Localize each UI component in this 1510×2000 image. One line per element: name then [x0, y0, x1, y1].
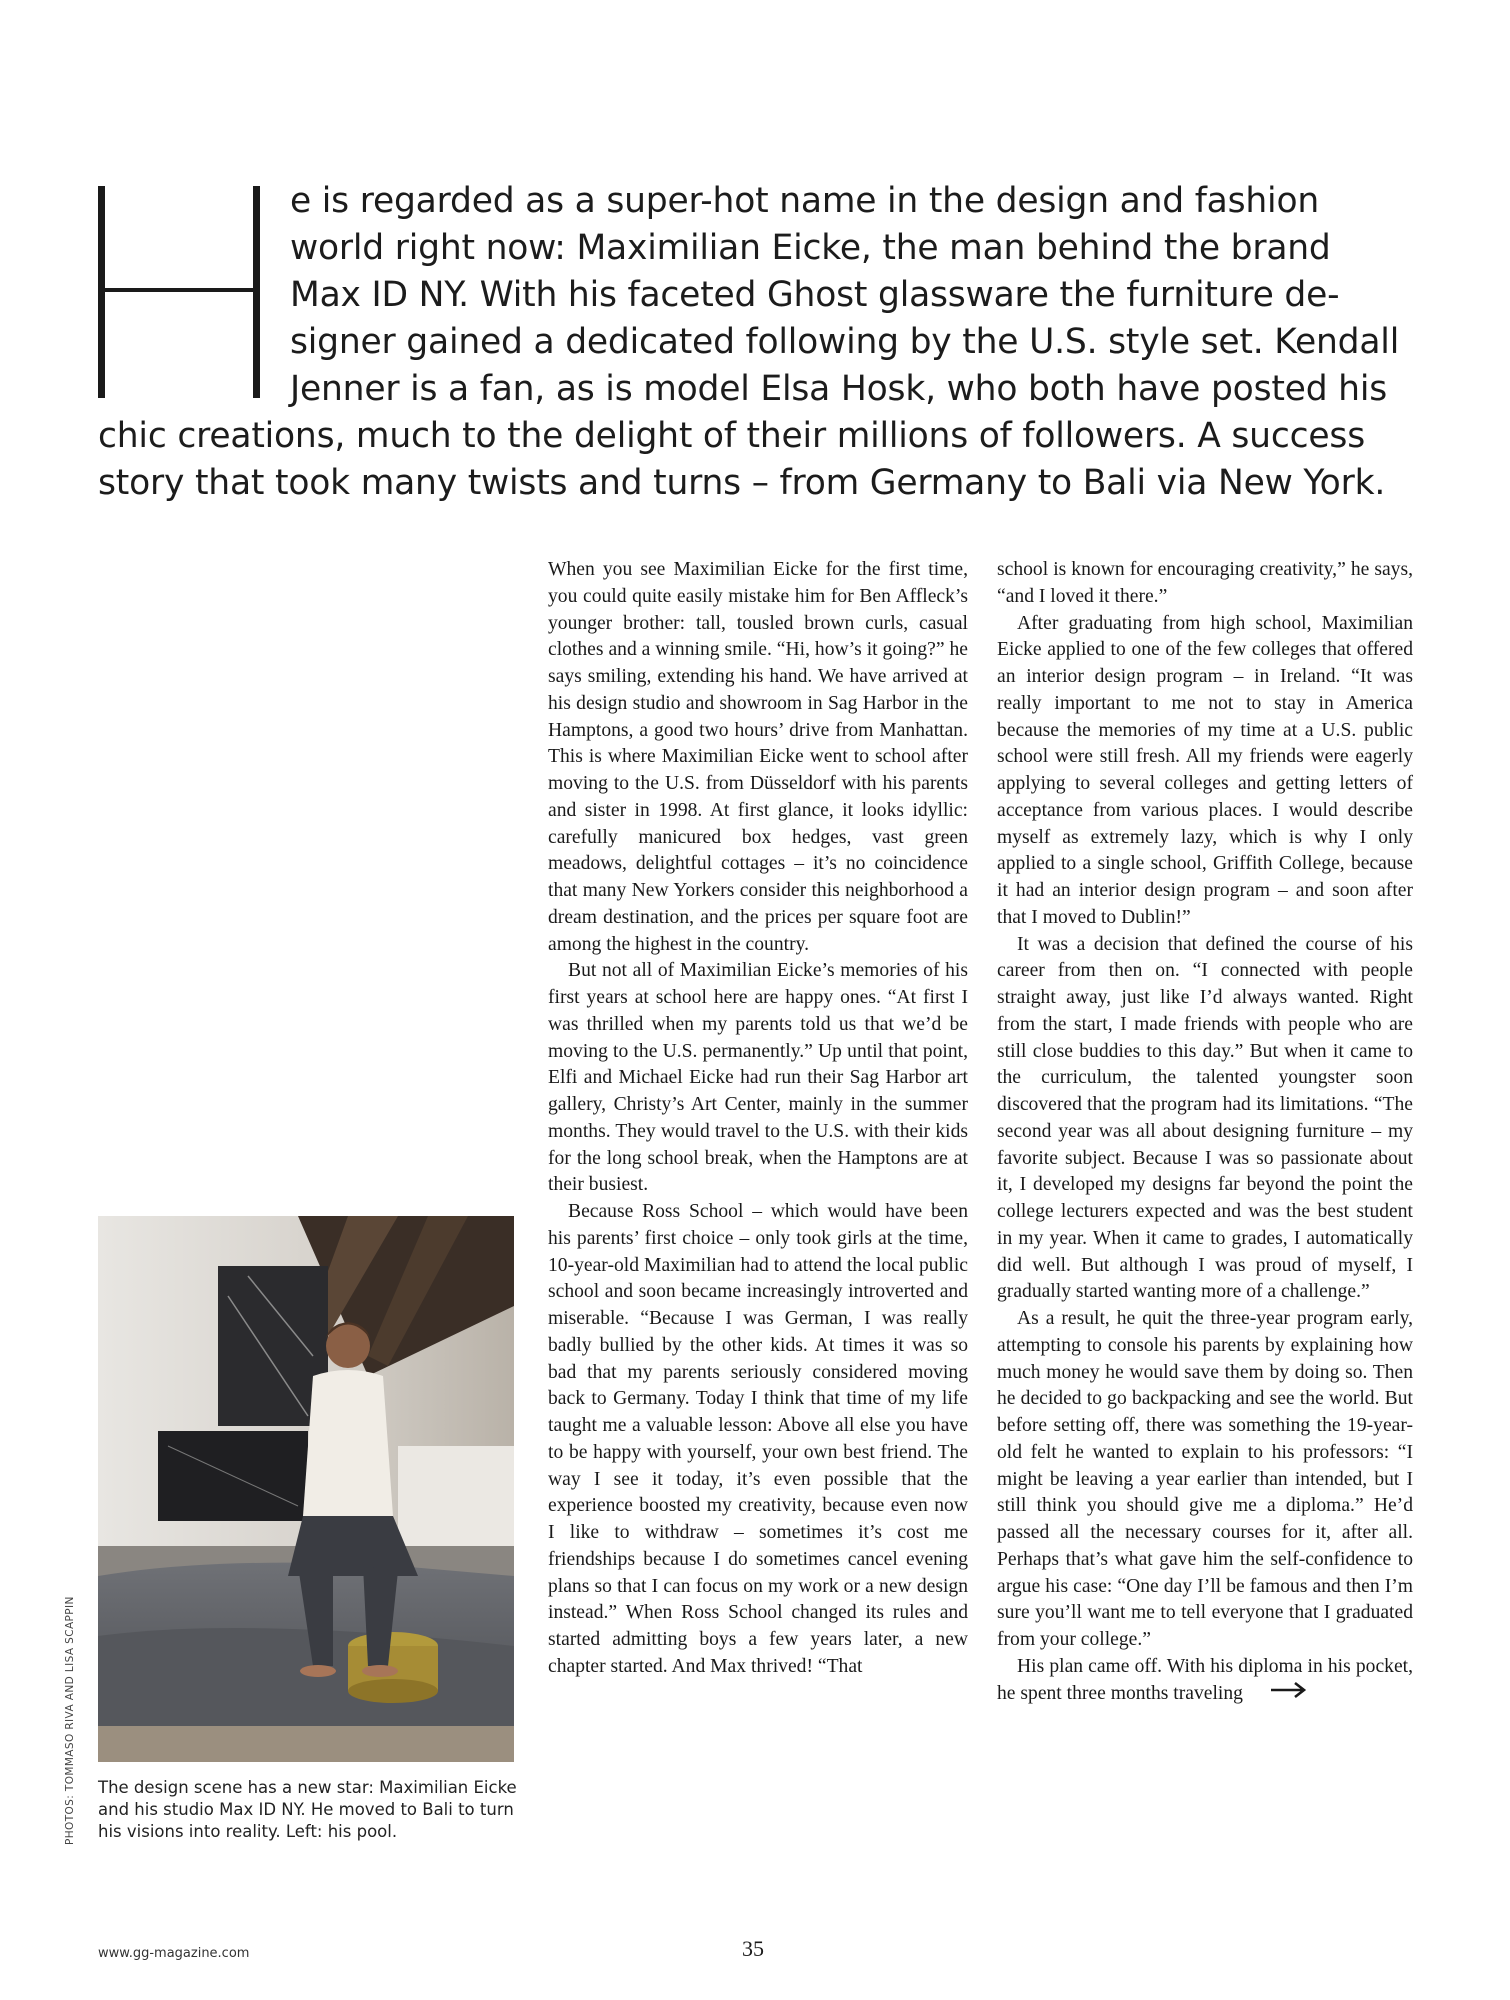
intro-line: Jenner is a fan, as is model Elsa Hosk, who both have posted his: [290, 369, 1387, 409]
drop-cap-letter: [98, 186, 260, 398]
body-paragraph: Because Ross School – which would have been his parents’ first choice – only took girls at the time, 10-year-old Maximilian had to attend the local public school and soon became increasingly introverted and miserable. “Because I was German, I was really badly bullied by the other kids. At times it was so bad that my parents seriously considered moving back to Germany. Today I think that time of my life taught me a valuable lesson: Above all else you have to be happy with yourself, your own best friend. The way I see it today, it’s even possible that the experience boosted my creativity, because even now I like to withdraw – sometimes it’s cost me friendships because I do sometimes cancel evening plans so that I can focus on my work or a new design instead.” When Ross School changed its rules and started admitting boys a few years later, a new chapter started. And Max thrived! “That: [548, 1201, 968, 1677]
intro-line: world right now: Maximilian Eicke, the man behind the brand: [290, 228, 1331, 268]
page-number: 35: [742, 1936, 764, 1961]
body-paragraph: But not all of Maximilian Eicke’s memories of his first years at school here are happy ones. “At first I was thrilled when my parents told us that we’d be moving to the U.S. permanently.” Up until that point, Elfi and Michael Eicke had run their Sag Harbor art gallery, Christy’s Art Center, mainly in the summer months. They would travel to the U.S. with their kids for the long school break, when the Hamptons are at their busiest.: [548, 960, 968, 1196]
intro-line: chic creations, much to the delight of their millions of followers. A success: [98, 416, 1365, 456]
intro-line: signer gained a dedicated following by the U.S. style set. Kendall: [290, 322, 1400, 362]
body-column-1: [548, 557, 968, 1681]
body-column-2: [997, 557, 1413, 1707]
body-paragraph: After graduating from high school, Maximilian Eicke applied to one of the few colleges that offered an interior design program – in Ireland. “It was really important to me not to stay in America because the memories of my time at a U.S. public school were still fresh. All my friends were eagerly applying to several colleges and getting letters of acceptance from various places. I would describe myself as extremely lazy, which is why I only applied to a single school, Griffith College, because it had an interior design program – and soon after that I moved to Dublin!”: [997, 612, 1413, 928]
portrait-photo: [98, 1216, 514, 1762]
body-paragraph-continued: [997, 1654, 1413, 1708]
continue-arrow-icon: [1251, 1681, 1307, 1708]
intro-line: Max ID NY. With his faceted Ghost glassware the furniture de-: [290, 275, 1340, 315]
footer-url[interactable]: www.gg-magazine.com: [98, 1946, 250, 1961]
intro-line: story that took many twists and turns – from Germany to Bali via New York.: [98, 463, 1386, 503]
photo-caption: The design scene has a new star: Maximilian Eicke and his studio Max ID NY. He moved to Bali to turn his visions into reality. Left: his pool.: [98, 1778, 517, 1841]
body-paragraph: As a result, he quit the three-year program early, attempting to console his parents by explaining how much money he would save them by doing so. Then he decided to go backpacking and see the world. But before setting off, there was something the 19-year-old felt he wanted to explain to his professors: “I might be leaving a year earlier than intended, but I still think you should give me a diploma.” He’d passed all the necessary courses for it, after all. Perhaps that’s what gave him the self-confidence to argue his case: “One day I’ll be famous and then I’m sure you’ll want me to tell everyone that I graduated from your college.”: [997, 1308, 1413, 1650]
body-paragraph: When you see Maximilian Eicke for the first time, you could quite easily mistake him for Ben Affleck’s younger brother: tall, tousled brown curls, casual clothes and a winning smile. “Hi, how’s it going?” he says smiling, extending his hand. We have arrived at his design studio and showroom in Sag Harbor in the Hamptons, a good two hours’ drive from Manhattan. This is where Maximilian Eicke went to school after moving to the U.S. from Düsseldorf with his parents and sister in 1998. At first glance, it looks idyllic: carefully manicured box hedges, vast green meadows, delightful cottages – it’s no coincidence that many New Yorkers consider this neighborhood a dream destination, and the prices per square foot are among the highest in the country.: [548, 559, 968, 955]
continued-text: His plan came off. With his diploma in his pocket, he spent three months traveling: [997, 1655, 1413, 1704]
photo-credit: PHOTOS: TOMMASO RIVA AND LISA SCAPPIN: [64, 1596, 76, 1845]
body-paragraph: school is known for encouraging creativity,” he says, “and I loved it there.”: [997, 559, 1413, 607]
body-paragraph: It was a decision that defined the course of his career from then on. “I connected with people straight away, just like I’d always wanted. Right from the start, I made friends with people who are still close buddies to this day.” But when it came to the curriculum, the talented youngster soon discovered that the program had its limitations. “The second year was all about designing furniture – my favorite subject. Because I was so passionate about it, I developed my designs far beyond the point the college lecturers expected and was the best student in my year. When it came to grades, I automatically did well. But although I was proud of myself, I gradually started wanting more of a challenge.”: [997, 933, 1413, 1303]
intro-line: e is regarded as a super-hot name in the design and fashion: [290, 181, 1320, 221]
